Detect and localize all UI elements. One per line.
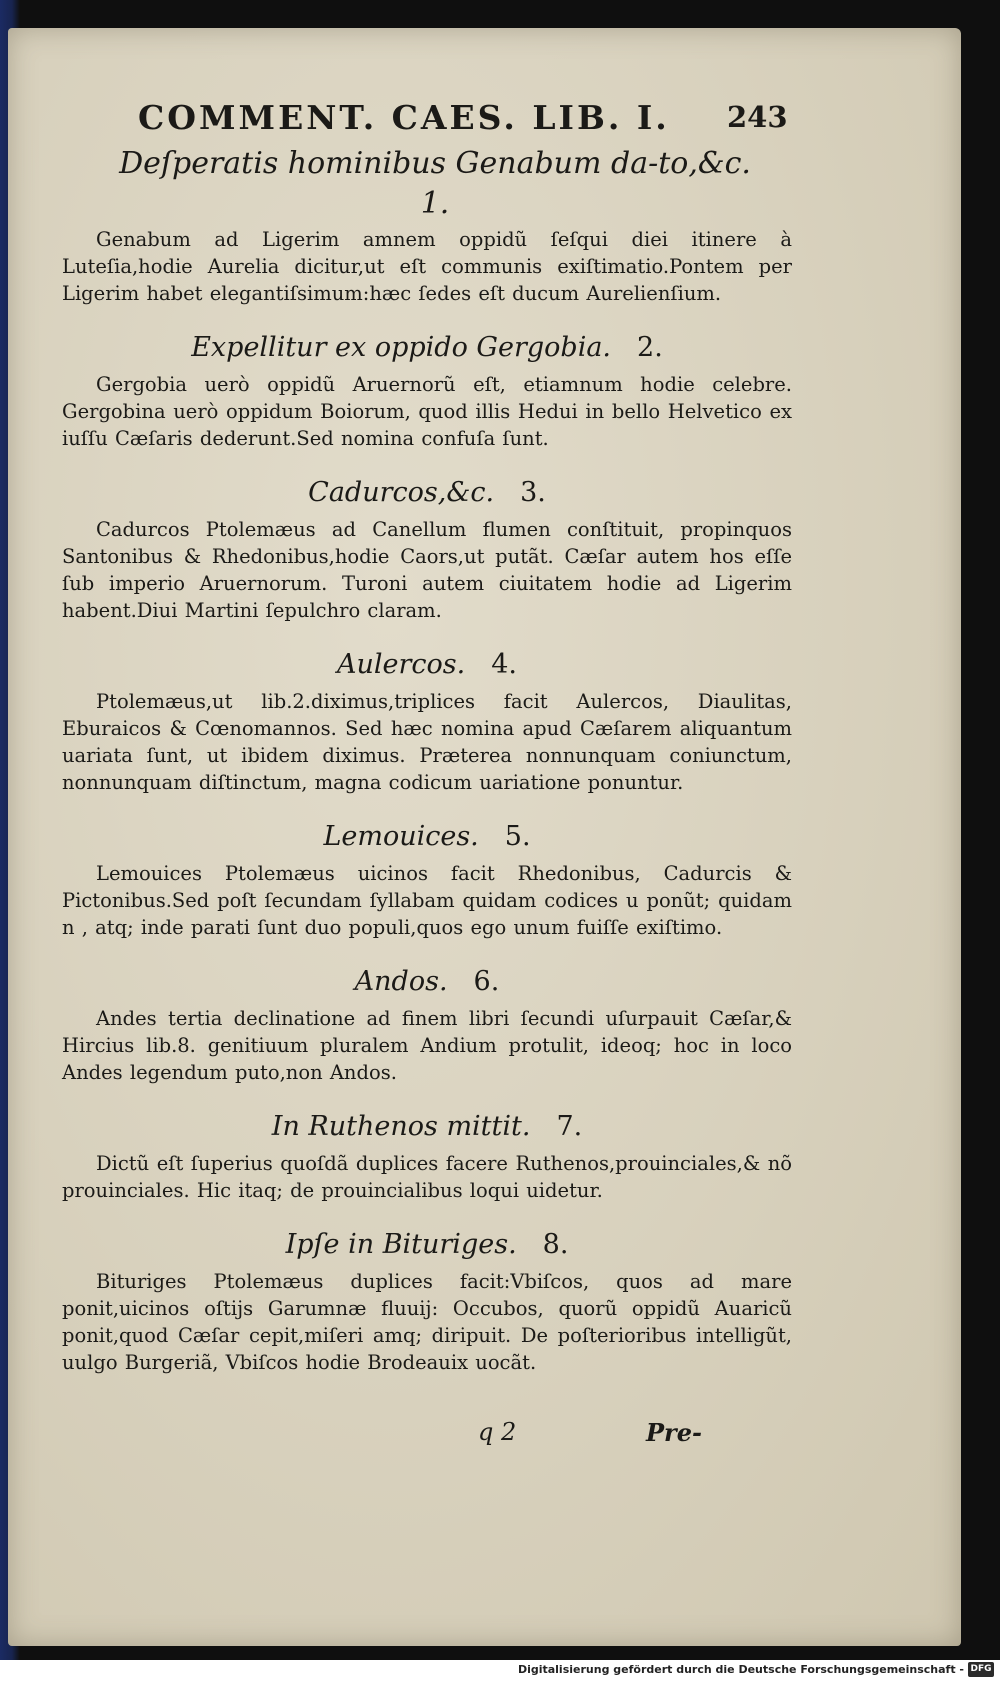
lemma-heading <box>62 1108 792 1146</box>
lemma-heading <box>62 818 792 856</box>
lemma-text: Expellitur ex oppido Gergobia. <box>191 332 612 363</box>
commentary-section-1 <box>62 226 792 307</box>
lemma-heading <box>62 1226 792 1264</box>
commentary-text: Genabum ad Ligerim amnem oppidũ ſeſqui diei itinere à Luteſia,hodie Aurelia dicitur,ut eſt communis exiſtimatio.Pontem per Ligerim habet elegantiſsimum:hæc ſedes eſt ducum Aurelienſium. <box>62 228 792 305</box>
commentary-text: Ptolemæus,ut lib.2.diximus,triplices facit Aulercos, Diaulitas, Eburaicos & Cœnomannos. Sed hæc nomina apud Cæſarem aliquantum uariata ſunt, ut ibidem diximus. Præterea nonnunquam coniunctum, nonnunquam diſtinctum, magna codicum uariatione ponuntur. <box>62 690 792 794</box>
book-page <box>8 28 961 1646</box>
page-number: 243 <box>727 100 788 134</box>
chapter-title: Deſperatis hominibus Genabum da-to,&c. 1. <box>119 146 751 221</box>
signature-mark: q 2 <box>478 1418 517 1446</box>
commentary-text: Andes tertia declinatione ad finem libri ſecundi uſurpauit Cæſar,& Hircius lib.8. genitiuum pluralem Andium protulit, ideoq; hoc in loco Andes legendum puto,non Andos. <box>62 1007 792 1084</box>
commentary-section-7 <box>62 1108 792 1204</box>
lemma-number: 6. <box>473 966 500 997</box>
running-title: COMMENT. CAES. LIB. I. <box>138 98 670 137</box>
running-head <box>62 88 792 142</box>
commentary-text: Dictũ eſt ſuperius quoſdã duplices facere Ruthenos,prouinciales,& nõ prouinciales. Hic itaq; de prouincialibus loqui uidetur. <box>62 1152 792 1202</box>
lemma-heading <box>62 329 792 367</box>
lemma-text: Aulercos. <box>337 649 466 680</box>
lemma-number: 2. <box>637 332 663 363</box>
catchword-row <box>478 1418 758 1458</box>
commentary-section-2 <box>62 329 792 452</box>
commentary-text: Cadurcos Ptolemæus ad Canellum flumen conſtituit, propinquos Santonibus & Rhedonibus,hodie Caors,ut putãt. Cæſar autem hos eſſe ſub imperio Aruernorum. Turoni autem ciuitatem hodie ad Ligerim habent.Diui Martini ſepulchro claram. <box>62 518 792 622</box>
catchword: Pre- <box>646 1418 702 1447</box>
lemma-number: 4. <box>491 649 517 680</box>
commentary-text: Gergobia uerò oppidũ Aruernorũ eſt, etiamnum hodie celebre. Gergobina uerò oppidum Boiorum, quod illis Hedui in bello Helvetico ex iuſſu Cæſaris dederunt.Sed nomina confuſa ſunt. <box>62 373 792 450</box>
digitization-footer <box>0 1660 1000 1681</box>
lemma-heading <box>62 474 792 512</box>
lemma-number: 3. <box>520 477 546 508</box>
lemma-text: In Ruthenos mittit. <box>271 1111 531 1142</box>
lemma-text: Cadurcos,&c. <box>308 477 495 508</box>
dfg-logo: DFG <box>968 1662 994 1677</box>
funding-credit: Digitalisierung gefördert durch die Deutsche Forschungsgemeinschaft - <box>517 1663 964 1676</box>
commentary-section-4 <box>62 646 792 796</box>
commentary-section-3 <box>62 474 792 624</box>
commentary-section-5 <box>62 818 792 941</box>
commentary-section-6 <box>62 963 792 1086</box>
lemma-text: Andos. <box>354 966 448 997</box>
commentary-text: Lemouices Ptolemæus uicinos facit Rhedonibus, Cadurcis & Pictonibus.Sed poſt ſecundam ſyllabam quidam codices u ponũt; quidam n , atq; inde parati ſunt duo populi,quos ego unum fuiſſe exiſtimo. <box>62 862 792 939</box>
commentary-text: Bituriges Ptolemæus duplices facit:Vbiſcos, quos ad mare ponit,uicinos oſtijs Garumnæ fluuij: Occubos, quorũ oppidũ Auaricũ ponit,quod Cæſar cepit,miſeri amq; diripuit. De poſterioribus intelligũt, uulgo Burgeriã, Vbiſcos hodie Brodeauix uocãt. <box>62 1270 792 1374</box>
lemma-number: 7. <box>556 1111 583 1142</box>
commentary-section-8 <box>62 1226 792 1376</box>
lemma-heading <box>62 646 792 684</box>
lemma-text: Ipſe in Bituriges. <box>285 1229 517 1260</box>
lemma-number: 8. <box>542 1229 569 1260</box>
lemma-number: 5. <box>504 821 531 852</box>
lemma-heading <box>62 963 792 1001</box>
page-text-block <box>62 88 792 1376</box>
lemma-text: Lemouices. <box>323 821 479 852</box>
